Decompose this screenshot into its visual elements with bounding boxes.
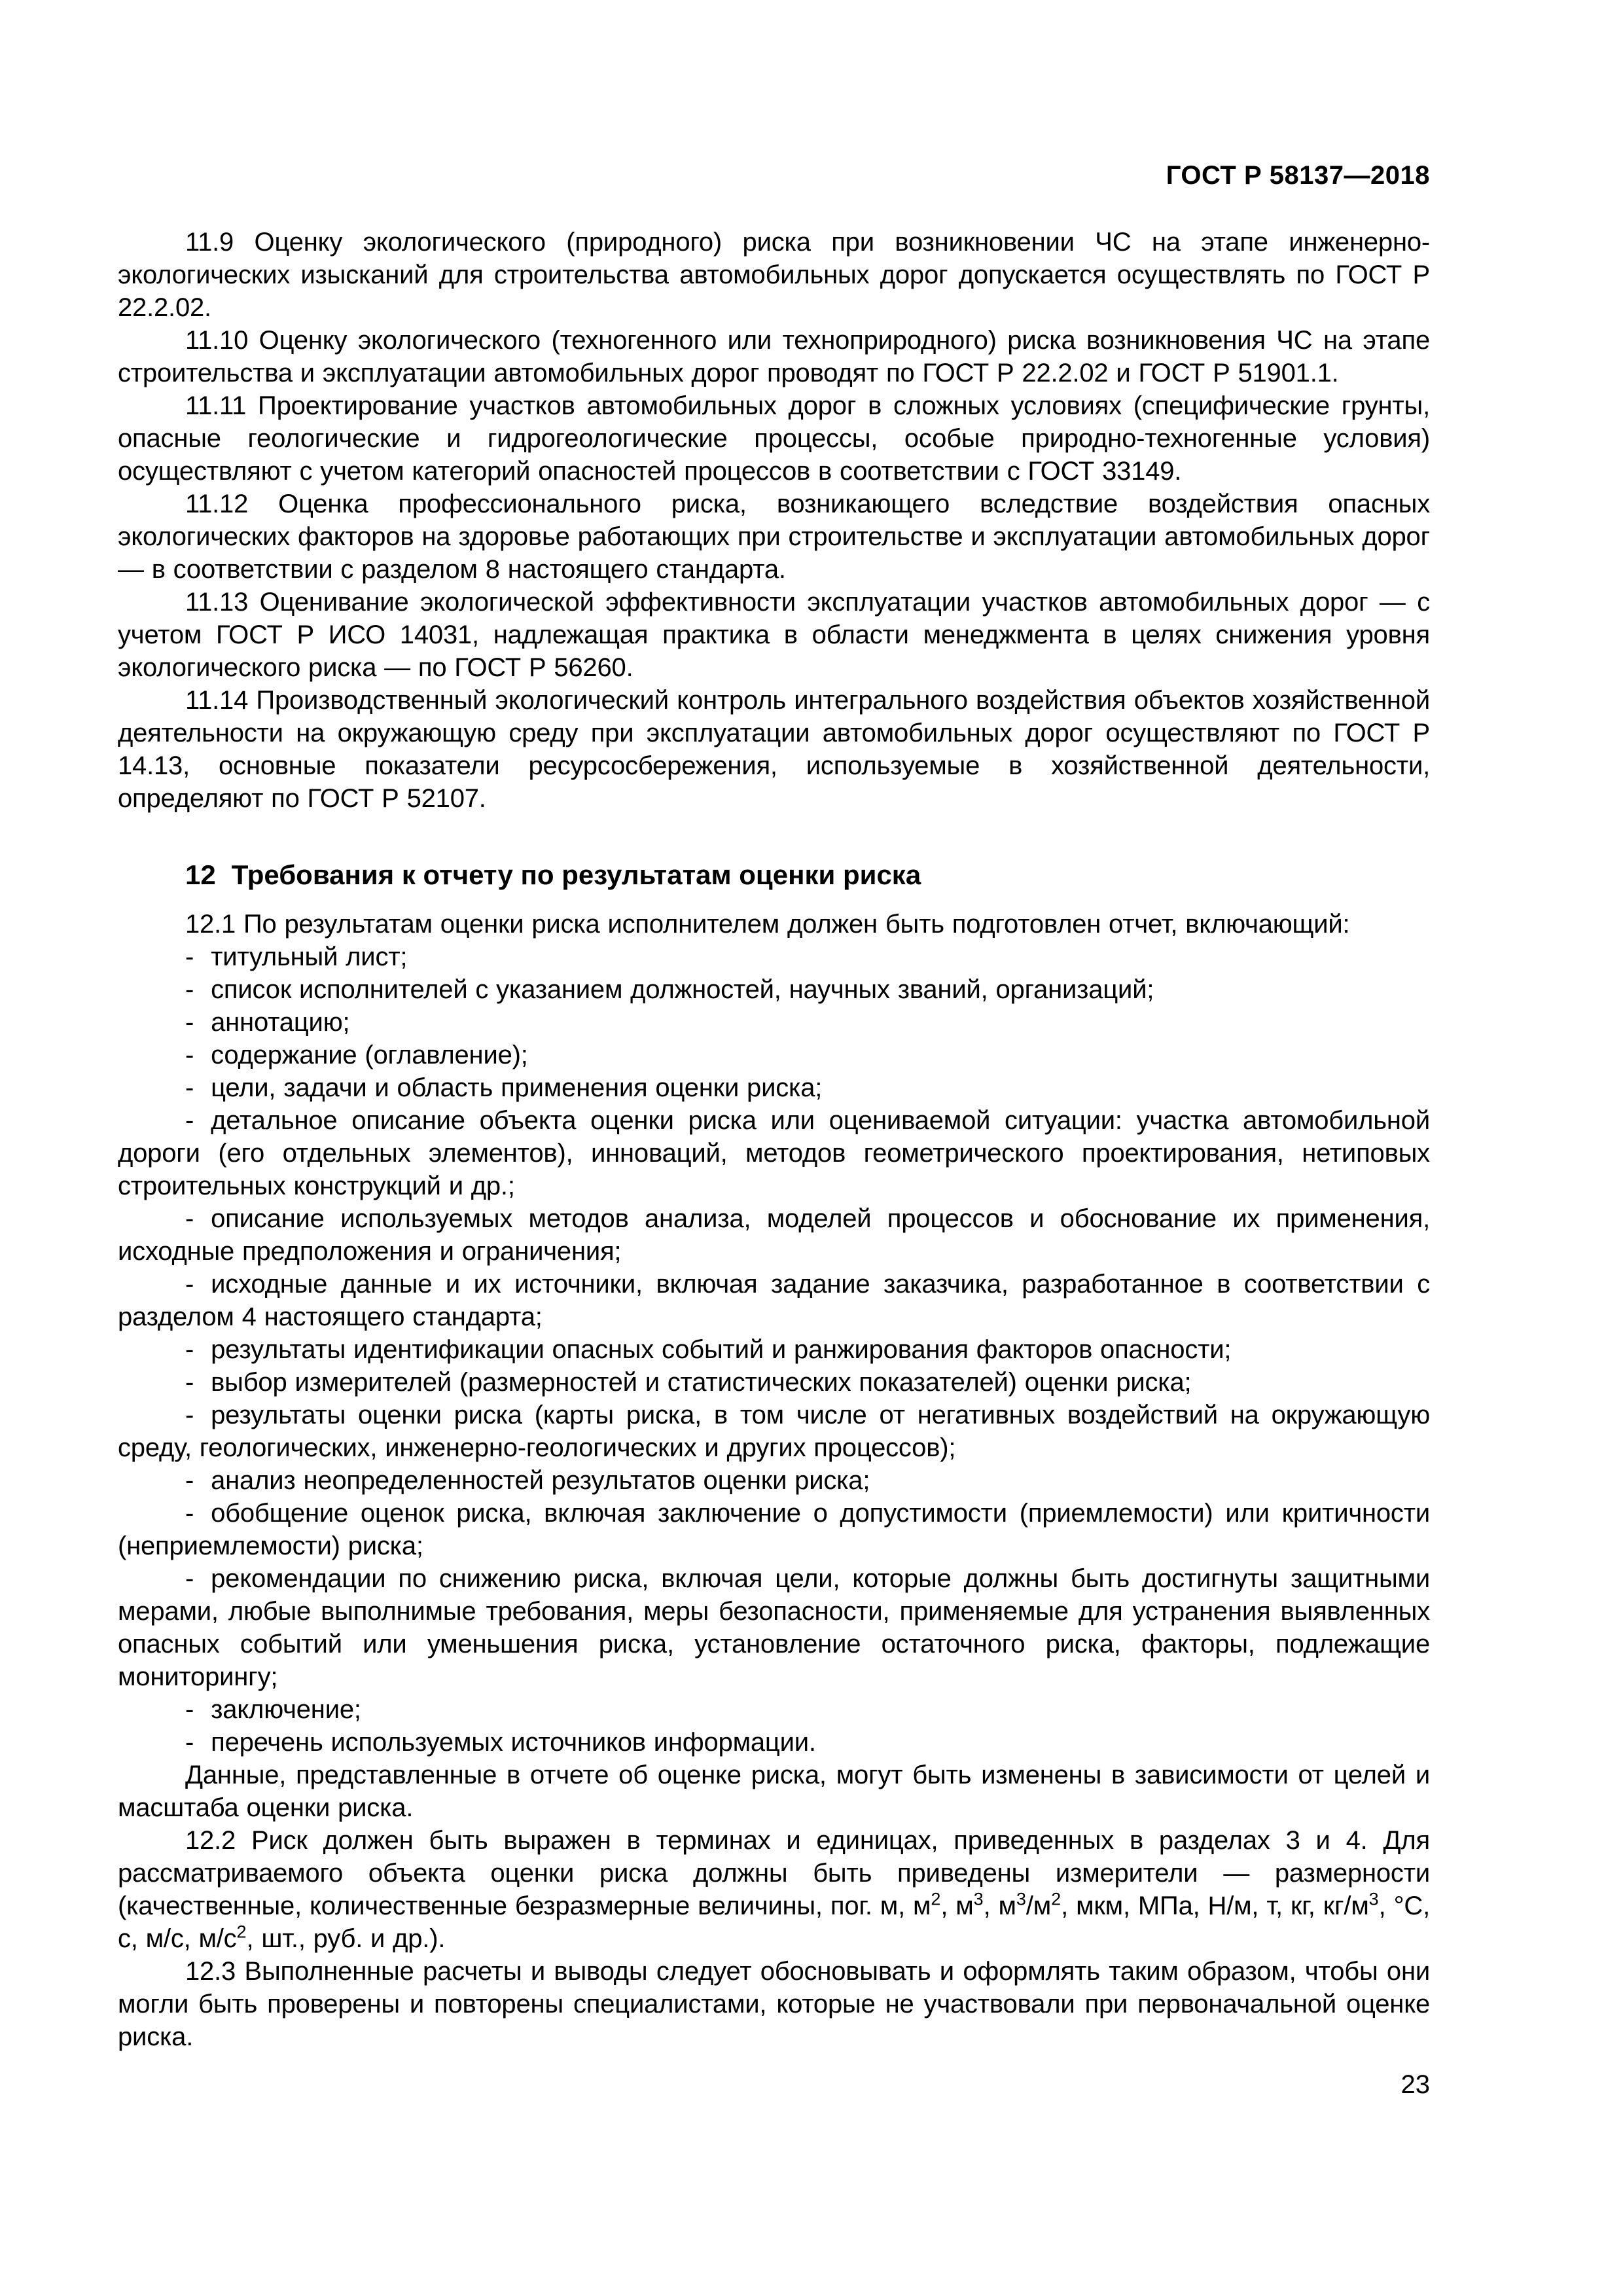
list-dash-marker: - [185,1401,194,1429]
paragraph-11-13: 11.13 Оценивание экологической эффективности эксплуатации участков автомобильных дорог — с учетом ГОСТ Р ИСО 14031, надлежащая практика в области менеджмента в целях снижения уровня экологического риска — по ГОСТ Р 56260. [118,588,1430,682]
report-list-item [118,1039,1430,1071]
paragraph-11-11: 11.11 Проектирование участков автомобильных дорог в сложных условиях (специфические грунты, опасные геологические и гидрогеологические процессы, особые природно-техногенные условия) осуществляют с учетом категорий опасностей процессов в соответствии с ГОСТ 33149. [118,391,1430,486]
paragraph-12-1: 12.1 По результатам оценки риска исполнителем должен быть подготовлен отчет, включающий: [185,910,1350,939]
list-dash-marker: - [185,1466,194,1495]
list-item-text: результаты оценки риска (карты риска, в том числе от негативных воздействий на окружающую среду, геологических, инженерно-геологических и других процессов); [118,1401,1430,1462]
list-dash-marker: - [185,1335,194,1364]
paragraph-12-2 [118,1824,1430,1955]
list-item-text: цели, задачи и область применения оценки риска; [211,1073,823,1102]
list-item-text: анализ неопределенностей результатов оценки риска; [211,1466,870,1495]
list-dash-marker: - [185,1270,194,1299]
list-item-text: результаты идентификации опасных событий и ранжирования факторов опасности; [211,1335,1232,1364]
report-list-item [118,1104,1430,1202]
page-number: 23 [1400,2070,1430,2099]
list-dash-marker: - [185,1008,194,1037]
p-12-2-text: , м [983,1892,1016,1920]
list-item-text: титульный лист; [211,942,408,971]
p-12-2-text: /м [1026,1892,1052,1920]
section-12-number: 12 [185,859,216,890]
list-dash-marker: - [185,1695,194,1724]
superscript-unit: 2 [1051,1889,1061,1909]
list-dash-marker: - [185,1106,194,1135]
list-dash-marker: - [185,1499,194,1528]
paragraph-11-12: 11.12 Оценка профессионального риска, возникающего вследствие воздействия опасных экологических факторов на здоровье работающих при строительстве и эксплуатации автомобильных дорог — в соответствии с разделом 8 настоящего стандарта. [118,490,1430,584]
list-dash-marker: - [185,1368,194,1397]
report-list-item [118,941,1430,973]
paragraph-11-14: 11.14 Производственный экологический контроль интегрального воздействия объектов хозяйственной деятельности на окружающую среду при эксплуатации автомобильных дорог осуществляют по ГОСТ Р 14.13, основные показатели ресурсосбережения, используемые в хозяйственной деятельности, определяют по ГОСТ Р 52107. [118,686,1430,813]
report-list-item [118,1333,1430,1366]
superscript-unit: 2 [931,1889,941,1909]
list-dash-marker: - [185,942,194,971]
section-12-title: Требования к отчету по результатам оценки риска [231,859,921,890]
list-item-text: перечень используемых источников информации. [211,1728,816,1757]
report-list-item [118,1464,1430,1497]
p-12-2-text: , °С, с, м/с, м/с [118,1892,1430,1953]
list-item-text: список исполнителей с указанием должностей, научных званий, организаций; [211,975,1154,1004]
report-list-item [118,1562,1430,1693]
list-item-text: аннотацию; [211,1008,350,1037]
report-list-item [118,1268,1430,1333]
list-dash-marker: - [185,975,194,1004]
list-item-text: обобщение оценок риска, включая заключение о допустимости (приемлемости) или критичности (неприемлемости) риска; [118,1499,1430,1560]
list-item-text: заключение; [211,1695,361,1724]
page-content [118,226,1430,2053]
list-dash-marker: - [185,1564,194,1593]
list-dash-marker: - [185,1204,194,1233]
superscript-unit: 3 [1368,1889,1379,1909]
superscript-unit: 3 [1016,1889,1026,1909]
doc-number-header: ГОСТ Р 58137—2018 [1166,161,1430,190]
p-12-2-text: , мкм, МПа, Н/м, т, кг, кг/м [1061,1892,1369,1920]
report-list-item [118,1071,1430,1104]
list-dash-marker: - [185,1041,194,1069]
list-dash-marker: - [185,1728,194,1757]
report-list-item [118,1726,1430,1759]
list-item-text: рекомендации по снижению риска, включая цели, которые должны быть достигнуты защитными мерами, любые выполнимые требования, меры безопасности, применяемые для устранения выявленных опасных событий или уменьшения риска, установление остаточного риска, факторы, подлежащие мониторингу; [118,1564,1430,1691]
paragraph-data-note: Данные, представленные в отчете об оценке риска, могут быть изменены в зависимости от целей и масштаба оценки риска. [118,1761,1430,1822]
list-item-text: детальное описание объекта оценки риска или оцениваемой ситуации: участка автомобильной дороги (его отдельных элементов), инноваций, методов геометрического проектирования, нетиповых строительных конструкций и др.; [118,1106,1430,1200]
report-list-item [118,1399,1430,1464]
paragraph-11-10: 11.10 Оценку экологического (техногенного или техноприродного) риска возникновения ЧС на этапе строительства и эксплуатации автомобильных дорог проводят по ГОСТ Р 22.2.02 и ГОСТ Р 51901.1. [118,326,1430,387]
report-list-item [118,1366,1430,1399]
paragraph-11-9: 11.9 Оценку экологического (природного) риска при возникновении ЧС на этапе инженерно-экологических изысканий для строительства автомобильных дорог допускается осуществлять по ГОСТ Р 22.2.02. [118,228,1430,322]
list-item-text: описание используемых методов анализа, моделей процессов и обоснование их применения, исходные предположения и ограничения; [118,1204,1430,1266]
section-12-heading [118,857,1430,893]
report-list-item [118,1497,1430,1562]
paragraph-12-3: 12.3 Выполненные расчеты и выводы следует обосновывать и оформлять таким образом, чтобы они могли быть проверены и повторены специалистами, которые не участвовали при первоначальной оценке риска. [118,1957,1430,2051]
report-list-item [118,1006,1430,1039]
p-12-2-text: , шт., руб. и др.). [246,1924,446,1953]
list-dash-marker: - [185,1073,194,1102]
list-item-text: исходные данные и их источники, включая задание заказчика, разработанное в соответствии с разделом 4 настоящего стандарта; [118,1270,1430,1331]
report-list-item [118,1693,1430,1726]
p-12-2-text: 12.2 Риск должен быть выражен в терминах и единицах, приведенных в разделах 3 и 4. Для рассматриваемого объекта оценки риска должны быть приведены измерители — размерности (качественные, количественные безразмерные величины, пог. м, м [118,1826,1430,1920]
report-list-item [118,973,1430,1006]
list-item-text: содержание (оглавление); [211,1041,528,1069]
p-12-2-text: , м [940,1892,974,1920]
superscript-unit: 2 [236,1922,247,1942]
report-list-item [118,1202,1430,1268]
list-item-text: выбор измерителей (размерностей и статистических показателей) оценки риска; [211,1368,1192,1397]
superscript-unit: 3 [973,1889,984,1909]
